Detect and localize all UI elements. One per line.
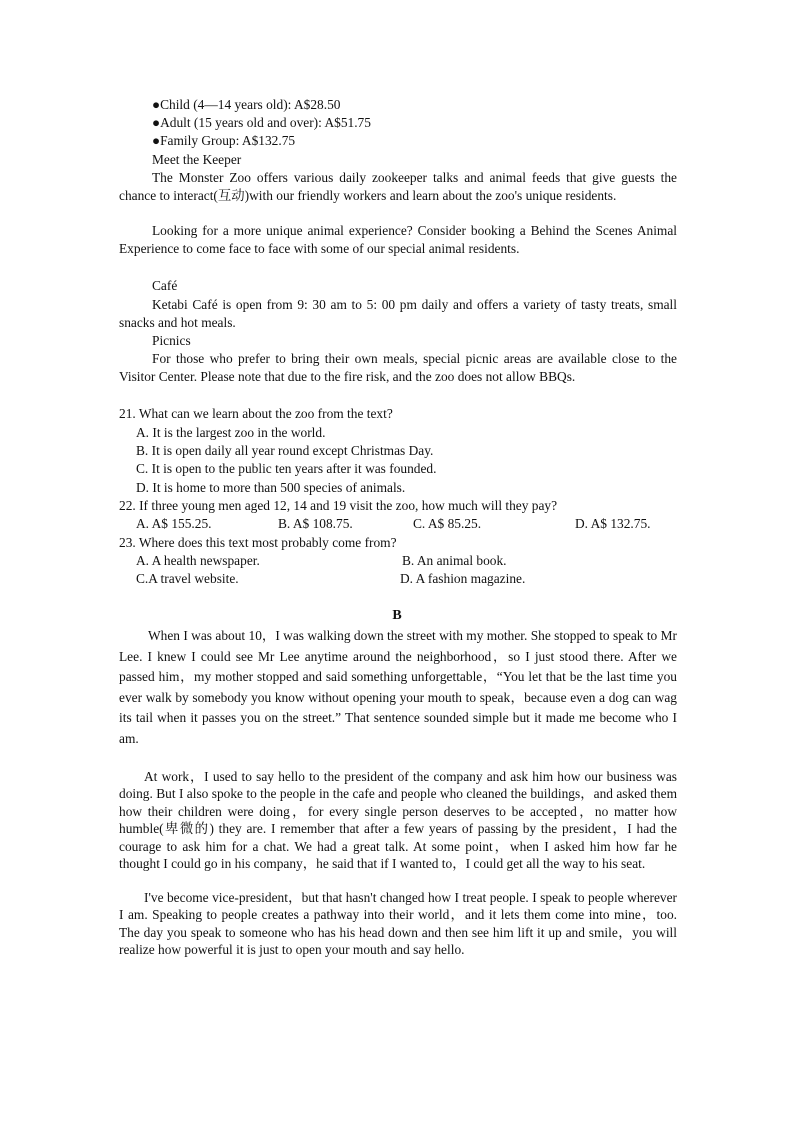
question-23-option-c: C.A travel website. [136,571,239,586]
section-title-cafe: Café [152,278,178,293]
question-23-options-row2 [136,570,677,588]
question-21-stem: 21. What can we learn about the zoo from the text? [119,406,393,421]
section-title-keeper: Meet the Keeper [152,152,242,167]
question-22-option-d: D. A$ 132.75. [575,516,651,531]
question-21-option-d: D. It is home to more than 500 species of animals. [136,480,406,495]
question-22-option-b: B. A$ 108.75. [278,516,353,531]
question-21-option-b: B. It is open daily all year round except Christmas Day. [136,443,434,458]
picnic-paragraph: For those who prefer to bring their own meals, special picnic areas are available close to the Visitor Center. Please note that due to the fire risk, and the zoo does not allow BBQs. [119,351,677,385]
question-23-option-b: B. An animal book. [402,553,507,568]
price-child: ●Child (4—14 years old): A$28.50 [152,97,341,112]
question-22-stem: 22. If three young men aged 12, 14 and 19 visit the zoo, how much will they pay? [119,498,558,513]
price-adult: ●Adult (15 years old and over): A$51.75 [152,115,371,130]
keeper-paragraph-1: The Monster Zoo offers various daily zookeeper talks and animal feeds that give guests the chance to interact(互动)with our friendly workers and learn about the zoo's unique residents. [119,170,677,204]
passage-b-paragraph-3: I've become vice-president，but that hasn't changed how I treat people. I speak to people wherever I am. Speaking to people creates a pathway into their world，and it lets them come into mine，too. The day you speak to someone who has his head down and then see him lift it up and smile，you will realize how powerful it is just to open your mouth and say hello. [119,890,677,958]
question-23-options-row1 [136,552,677,570]
passage-b-paragraph-2: At work，I used to say hello to the president of the company and ask him how our business was doing. But I also spoke to the people in the cafe and people who cleaned the buildings，and asked them how their children were doing，for every single person deserves to be accepted，no matter how humble(卑微的) they are. I remember that after a few years of passing by the president，I had the courage to ask him for a chat. We had a great talk. At some point，when I asked him how far he thought I could go in his company，he said that if I wanted to，I could get all the way to his seat. [119,769,677,872]
passage-b-paragraph-1: When I was about 10，I was walking down the street with my mother. She stopped to speak to Mr Lee. I knew I could see Mr Lee anytime around the neighborhood，so I just stood there. After we passed him，my mother stopped and said something unforgettable，“You let that be the last time you ever walk by somebody you know without opening your mouth to speak，because even a dog can wag its tail when it passes you on the street.” That sentence sounded simple but it made me become who I am. [119,628,677,746]
keeper-paragraph-2: Looking for a more unique animal experience? Consider booking a Behind the Scenes Animal Experience to come face to face with some of our special animal residents. [119,223,677,257]
question-23-stem: 23. Where does this text most probably come from? [119,535,397,550]
question-22-option-c: C. A$ 85.25. [413,516,482,531]
question-22-option-a: A. A$ 155.25. [136,516,212,531]
passage-b-heading: B [392,608,402,623]
question-21-option-c: C. It is open to the public ten years after it was founded. [136,461,437,476]
question-21-option-a: A. It is the largest zoo in the world. [136,425,326,440]
price-family: ●Family Group: A$132.75 [152,133,296,148]
question-22-options [136,515,677,533]
cafe-paragraph: Ketabi Café is open from 9: 30 am to 5: 00 pm daily and offers a variety of tasty treats, small snacks and hot meals. [119,297,677,331]
question-23-option-d: D. A fashion magazine. [400,571,526,586]
question-23-option-a: A. A health newspaper. [136,553,260,568]
section-title-picnics: Picnics [152,333,191,348]
